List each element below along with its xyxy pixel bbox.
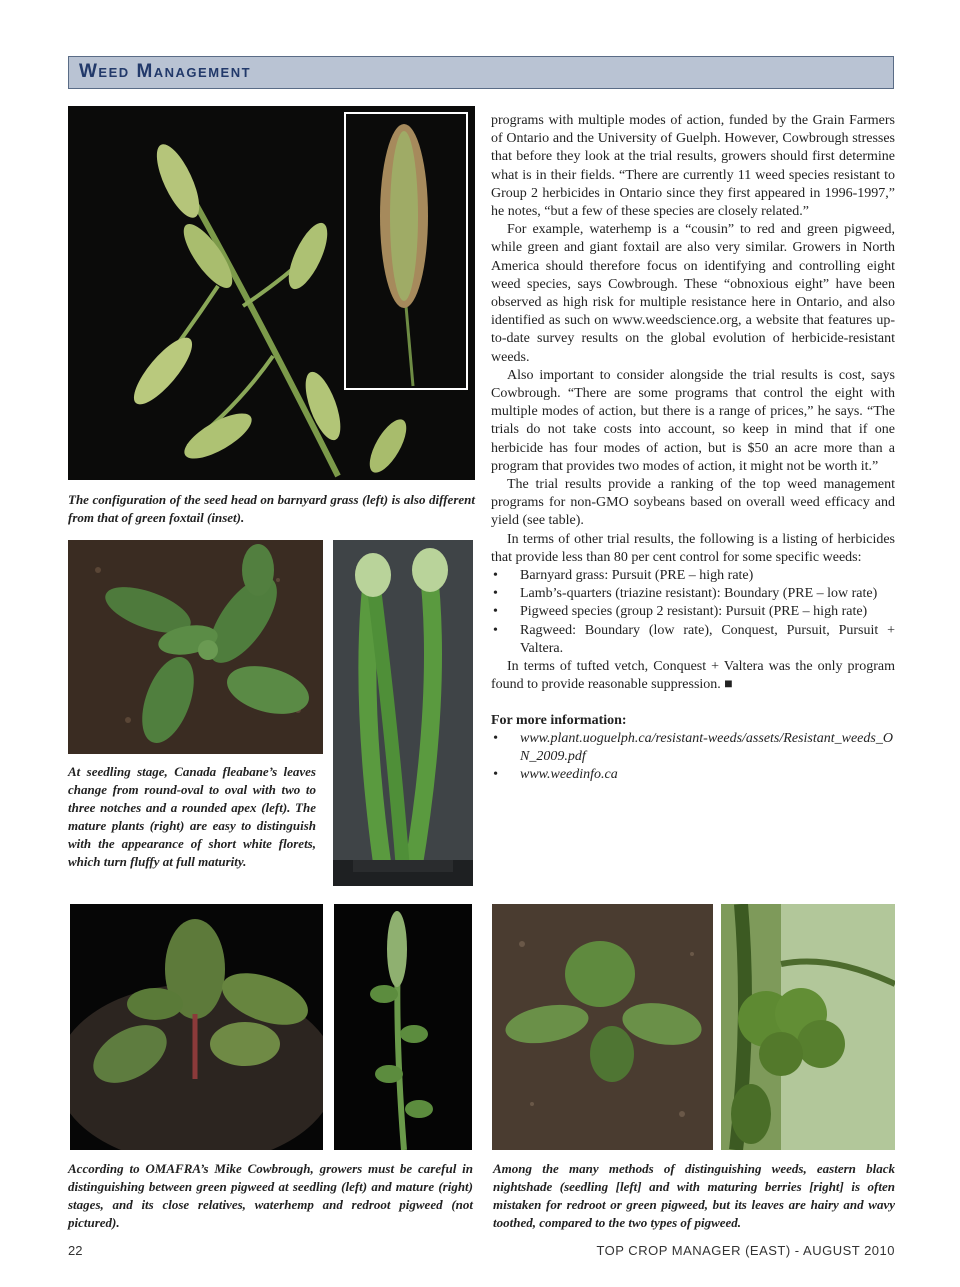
fleabane-seedling-photo <box>68 540 323 754</box>
section-header-bar <box>68 56 894 89</box>
page-number: 22 <box>68 1243 83 1258</box>
link-weedinfo[interactable]: • www.weedinfo.ca <box>491 766 895 784</box>
nightshade-seedling-photo <box>492 904 713 1150</box>
article-paragraph: The trial results provide a ranking of the top weed management programs for non-GMO soybeans based on overall weed efficacy and yield (see table). <box>491 477 895 529</box>
bullet-icon: • <box>493 767 498 783</box>
pigweed-caption: According to OMAFRA’s Mike Cowbrough, growers must be careful in distinguishing between green pigweed at seedling (left) and mature (right) stages, and its close relatives, waterhemp and redroot pigweed (not pictured). <box>68 1161 473 1230</box>
nightshade-caption: Among the many methods of distinguishing weeds, eastern black nightshade (seedling [left] and with maturing berries [right] is often mistaken for redroot or green pigweed, but its leaves are hairy and wavy toothed, compared to the two types of pigweed. <box>493 1161 895 1230</box>
article-body <box>491 112 895 784</box>
more-info-links <box>491 730 895 785</box>
list-item: • Pigweed species (group 2 resistant): Pursuit (PRE – high rate) <box>491 603 895 621</box>
article-paragraph: programs with multiple modes of action, funded by the Grain Farmers of Ontario and the University of Guelph. However, Cowbrough stresses that before they look at the trial results, growers should first determine what is in their fields. “There are currently 11 weed species resistant to Group 2 herbicides in Ontario since they first appeared in 1996-1997,” he notes, “but a few of these species are closely related.” <box>491 113 895 220</box>
more-info-heading: For more information: <box>491 712 627 728</box>
article-paragraph: In terms of other trial results, the following is a listing of herbicides that provide less than 80 per cent control for some specific weeds: <box>491 531 895 565</box>
list-item: • Ragweed: Boundary (low rate), Conquest, Pursuit, Pursuit + Valtera. <box>493 622 895 656</box>
fleabane-mature-photo <box>333 540 473 886</box>
bullet-icon: • <box>493 568 498 584</box>
fleabane-caption: At seedling stage, Canada fleabane’s leaves change from round-oval to oval with two to three notches and a rounded apex (left). The mature plants (right) are easy to distinguish with the appearance of short white florets, which turn fluffy at full maturity. <box>68 764 316 869</box>
bullet-icon: • <box>493 622 498 638</box>
nightshade-berries-photo <box>721 904 895 1150</box>
bullet-icon: • <box>493 604 498 620</box>
pigweed-mature-photo <box>334 904 472 1150</box>
article-paragraph: For example, waterhemp is a “cousin” to red and green pigweed, while green and giant foxtail are also very similar. Growers in North America should therefore focus on identifying and controlling eight weed species, says Cowbrough. These “obnoxious eight” have been observed as high risk for multiple resistance here in Ontario, and also identified as such on www.weedscience.org, a website that features up-to-date survey results on the global evolution of herbicide-resistant weeds. <box>491 222 895 365</box>
section-title: Weed Management <box>79 61 252 82</box>
pigweed-seedling-photo <box>70 904 323 1150</box>
article-paragraph: In terms of tufted vetch, Conquest + Valtera was the only program found to provide reasonable suppression. ■ <box>491 659 895 693</box>
herbicide-bullet-list <box>491 567 895 658</box>
article-paragraph: Also important to consider alongside the trial results is cost, says Cowbrough. “There are some programs that control the eight with multiple modes of action, but there is a range of prices,” he says. “The trials do not take costs into account, so keep in mind that if one herbicide has four modes of action, but is $50 an acre more than a program that provides two modes of action, it might not be worth it.” <box>491 367 895 474</box>
barnyard-grass-caption: The configuration of the seed head on barnyard grass (left) is also different from that of green foxtail (inset). <box>68 492 475 525</box>
publication-footer: TOP CROP MANAGER (EAST) - AUGUST 2010 <box>596 1243 895 1258</box>
bullet-icon: • <box>493 730 498 746</box>
bullet-icon: • <box>493 586 498 602</box>
barnyard-grass-photo <box>68 106 475 480</box>
link-resistant-weeds[interactable]: • www.plant.uoguelph.ca/resistant-weeds/assets/Resistant_weeds_ON_2009.pdf <box>493 730 893 764</box>
list-item: • Lamb’s-quarters (triazine resistant): Boundary (PRE – low rate) <box>491 585 895 603</box>
list-item: • Barnyard grass: Pursuit (PRE – high rate) <box>491 567 895 585</box>
